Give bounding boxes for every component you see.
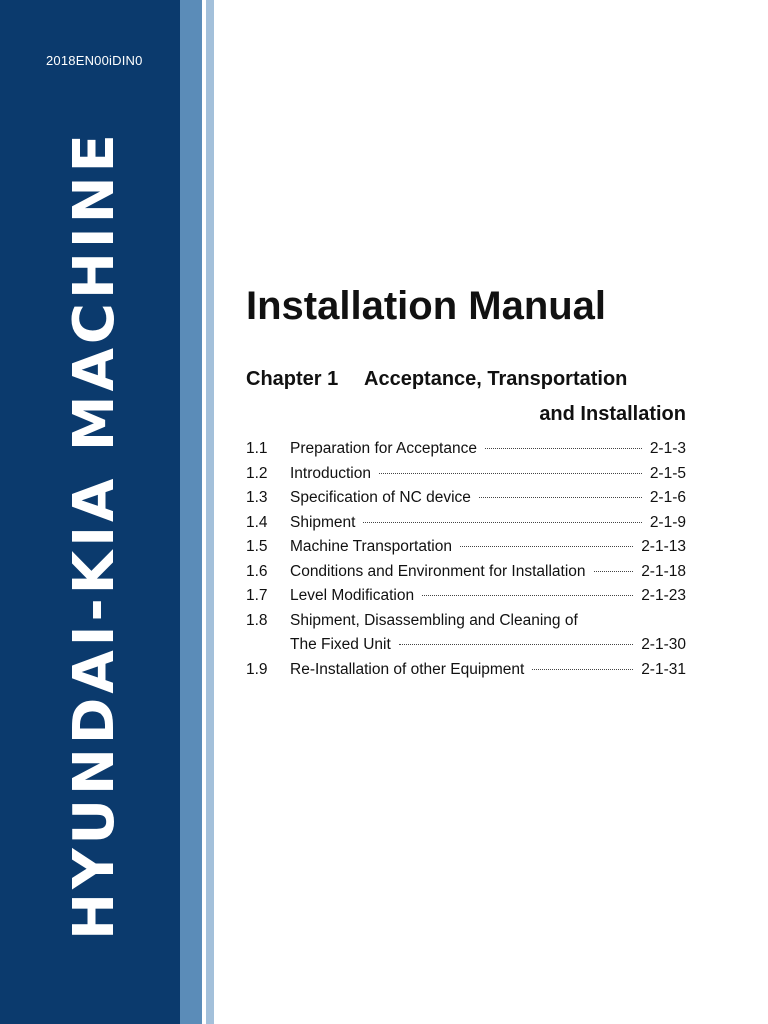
toc-entry-continuation[interactable]	[246, 636, 686, 661]
toc-entry-title: Re-Installation of other Equipment	[290, 660, 525, 678]
toc-entry-page: 2-1-30	[641, 636, 686, 653]
toc-entry-title: Introduction	[290, 464, 371, 482]
toc-dot-leader	[363, 522, 641, 523]
toc-entry-title: Shipment, Disassembling and Cleaning of	[290, 611, 578, 629]
sidebar-panel	[0, 0, 180, 1024]
toc-entry-page: 2-1-9	[649, 513, 686, 531]
toc-dot-leader	[460, 546, 633, 547]
toc-entry-number: 1.5	[246, 538, 268, 555]
page-title: Installation Manual	[246, 284, 607, 328]
toc-entry-number: 1.7	[246, 587, 268, 604]
toc-dot-leader	[594, 571, 634, 572]
toc-entry[interactable]	[246, 440, 686, 465]
document-code: 2018EN00iDIN0	[46, 53, 143, 68]
toc-entry[interactable]	[246, 587, 686, 612]
brand-wordmark: HYUNDAI-KIA MACHINE	[62, 130, 127, 940]
toc-entry-page: 2-1-18	[641, 562, 686, 580]
toc-entry[interactable]	[246, 612, 686, 637]
chapter-title-line1: Acceptance, Transportation	[364, 368, 628, 390]
toc-dot-leader	[532, 669, 633, 670]
toc-entry[interactable]	[246, 514, 686, 539]
toc-entry[interactable]	[246, 661, 686, 686]
toc-entry[interactable]	[246, 489, 686, 514]
chapter-number: Chapter 1	[246, 368, 339, 390]
toc-entry-number: 1.2	[246, 464, 268, 482]
toc-entry-page: 2-1-6	[649, 489, 686, 506]
decorative-stripe-mid	[180, 0, 202, 1024]
toc-entry[interactable]	[246, 465, 686, 490]
toc-entry-title: The Fixed Unit	[290, 636, 391, 653]
toc-entry-page: 2-1-5	[649, 464, 686, 482]
toc-entry-number: 1.1	[246, 440, 268, 457]
toc-entry-title: Machine Transportation	[290, 538, 452, 555]
chapter-heading	[246, 368, 627, 391]
toc-entry-title: Conditions and Environment for Installation	[290, 562, 586, 580]
toc-entry[interactable]	[246, 538, 686, 563]
chapter-title-line2: and Installation	[539, 403, 686, 425]
toc-entry-number: 1.3	[246, 489, 268, 506]
toc-entry-number: 1.9	[246, 660, 268, 678]
toc-entry-number: 1.8	[246, 611, 268, 629]
toc-dot-leader	[422, 595, 633, 596]
toc-dot-leader	[379, 473, 642, 474]
toc-dot-leader	[399, 644, 633, 645]
toc-entry-title: Preparation for Acceptance	[290, 440, 477, 457]
toc-entry-page: 2-1-3	[649, 440, 686, 457]
toc-entry-page: 2-1-13	[641, 538, 686, 555]
toc-entry-number: 1.4	[246, 513, 268, 531]
toc-entry-title: Level Modification	[290, 587, 415, 604]
table-of-contents	[246, 440, 686, 685]
toc-entry-title: Specification of NC device	[290, 489, 471, 506]
toc-entry[interactable]	[246, 563, 686, 588]
decorative-stripe-light	[206, 0, 214, 1024]
toc-entry-page: 2-1-23	[641, 587, 686, 604]
toc-entry-page: 2-1-31	[641, 660, 686, 678]
toc-entry-title: Shipment	[290, 513, 356, 531]
toc-dot-leader	[479, 497, 642, 498]
toc-dot-leader	[485, 448, 642, 449]
toc-entry-number: 1.6	[246, 562, 268, 580]
